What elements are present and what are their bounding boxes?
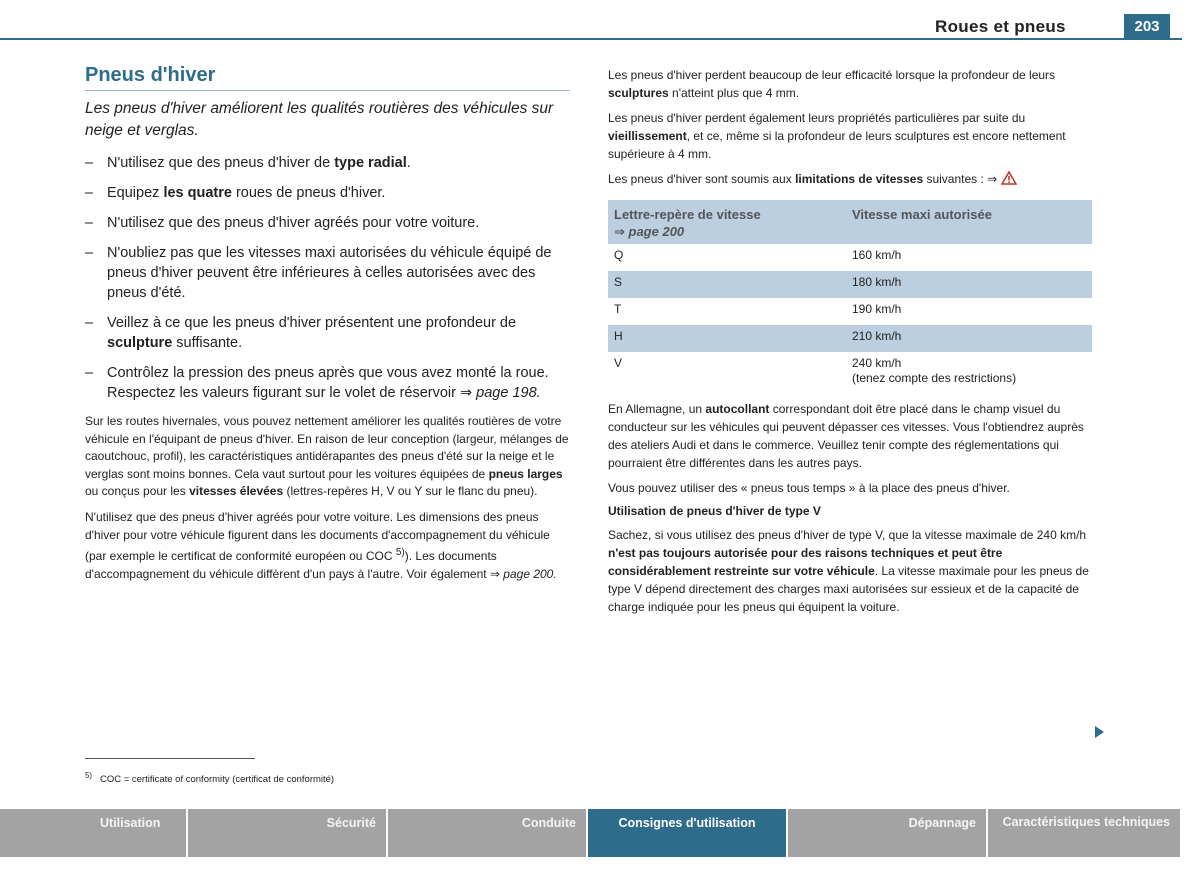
tab-caracteristiques-techniques[interactable]: Caractéristiques techniques (988, 809, 1182, 857)
list-item: – Equipez les quatre roues de pneus d'hiver. (85, 185, 386, 201)
list-item: – N'utilisez que des pneus d'hiver agréés pour votre voiture. (85, 215, 480, 231)
speed-note: (tenez compte des restrictions) (852, 371, 1017, 385)
page-number: 203 (1124, 14, 1170, 38)
chapter-tabs (0, 809, 1182, 857)
tab-depannage[interactable]: Dépannage (788, 809, 988, 857)
list-item: – N'utilisez que des pneus d'hiver de type radial. (85, 155, 411, 171)
table-row: Q 160 km/h (614, 248, 902, 262)
footnote: $^{5)}$ COC = certificate of conformity (certificat de conformité) (85, 771, 335, 786)
paragraph-speed-limits: Les pneus d'hiver sont soumis aux limitations de vitesses suivantes : ⇒ (608, 170, 1090, 188)
tab-consignes-utilisation[interactable]: Consignes d'utilisation (588, 809, 788, 857)
tab-securite[interactable]: Sécurité (188, 809, 388, 857)
footnote-rule (85, 758, 255, 759)
footnote-marker: 5) (395, 547, 405, 559)
page-reference-link[interactable]: ⇒ page 200. (489, 566, 557, 581)
subheading-type-v: Utilisation de pneus d'hiver de type V (608, 504, 821, 518)
paragraph-aging: Les pneus d'hiver perdent également leurs propriétés particulières par suite du vieillissement, et ce, même si la profondeur de leurs sculptures est encore nettement supérieure à 4 mm. (608, 111, 1066, 161)
speed-limit-table (608, 200, 1092, 390)
table-row: T 190 km/h (614, 302, 902, 316)
paragraph-type-v: Sachez, si vous utilisez des pneus d'hiver de type V, que la vitesse maximale de 240 km/h n'est pas toujours autorisée pour des raisons techniques et peut être considérablement restreinte sur votre véhicule. La vitesse maximale pour les pneus de type V dépend directement des charges maxi autorisées sur essieux et de la capacité de charge indiquée pour les pneus qui équipent la voiture. (608, 528, 1089, 614)
column-header-speed: Vitesse maxi autorisée (846, 200, 1092, 244)
page-reference-link[interactable]: ⇒ page 200 (614, 224, 685, 239)
table-header-row (608, 200, 1092, 244)
header-rule (0, 38, 1182, 40)
right-column (608, 66, 1090, 623)
paragraph-tread-depth: Les pneus d'hiver perdent beaucoup de leur efficacité lorsque la profondeur de leurs sculptures n'atteint plus que 4 mm. (608, 68, 1056, 100)
instruction-list (85, 153, 570, 403)
column-header-letter: Lettre-repère de vitesse ⇒ page 200 (608, 200, 846, 244)
tab-conduite[interactable]: Conduite (388, 809, 588, 857)
section-intro: Les pneus d'hiver améliorent les qualités routières des véhicules sur neige et verglas. (85, 100, 554, 139)
list-item: – N'oubliez pas que les vitesses maxi autorisées du véhicule équipé de pneus d'hiver peuvent être inférieures à celles autorisées avec des pneus d'été. (85, 245, 552, 301)
chapter-title: Roues et pneus (935, 17, 1066, 36)
tab-utilisation[interactable]: Utilisation (0, 809, 188, 857)
table-row: V 240 km/h (tenez compte des restrictions) (614, 356, 1017, 385)
paragraph-sticker: En Allemagne, un autocollant correspondant doit être placé dans le champ visuel du conducteur sur les véhicules qui peuvent dépasser ces vitesses. Vous l'obtiendrez auprès des ateliers Audi et dans le commerce. Veuillez tenir compte des réglementations qui pourraient être différentes dans les autres pays. (608, 402, 1084, 470)
paragraph-winter-roads: Sur les routes hivernales, vous pouvez nettement améliorer les qualités routières de votre véhicule en l'équipant de pneus d'hiver. En raison de leur conception (largeur, mélanges de caoutchouc, profil), les caractéristiques antidérapantes des pneus d'été sur la neige et le verglas sont moins bonnes. Cela vaut surtout pour les voitures équipées de pneus larges ou conçus pour les vitesses élevées (lettres-repères H, V ou Y sur le flanc du pneu). (85, 414, 569, 499)
list-item: – Contrôlez la pression des pneus après que vous avez monté la roue. Respectez les valeurs figurant sur le volet de réservoir ⇒ page 198. (85, 365, 549, 401)
paragraph-approved-tyres: N'utilisez que des pneus d'hiver agréés pour votre voiture. Les dimensions des pneus d'hiver pour votre véhicule figurent dans les documents d'accompagnement du véhicule (par exemple le certificat de conformité européen ou COC $^{5)}$). Les documents d'accompagnement du véhicule diffèrent d'un pays à l'autre. Voir également ⇒ page 200. (85, 509, 557, 581)
warning-triangle-icon[interactable] (1001, 171, 1017, 185)
section-title: Pneus d'hiver (85, 64, 570, 91)
table-row: S 180 km/h (608, 271, 1092, 298)
continue-arrow-icon[interactable] (1095, 726, 1104, 738)
left-column (85, 64, 570, 591)
table-row: H 210 km/h (608, 325, 1092, 352)
list-item: – Veillez à ce que les pneus d'hiver présentent une profondeur de sculpture suffisante. (85, 315, 517, 351)
page-reference-link[interactable]: ⇒ page 198. (460, 385, 541, 401)
paragraph-all-season: Vous pouvez utiliser des « pneus tous temps » à la place des pneus d'hiver. (608, 481, 1010, 495)
